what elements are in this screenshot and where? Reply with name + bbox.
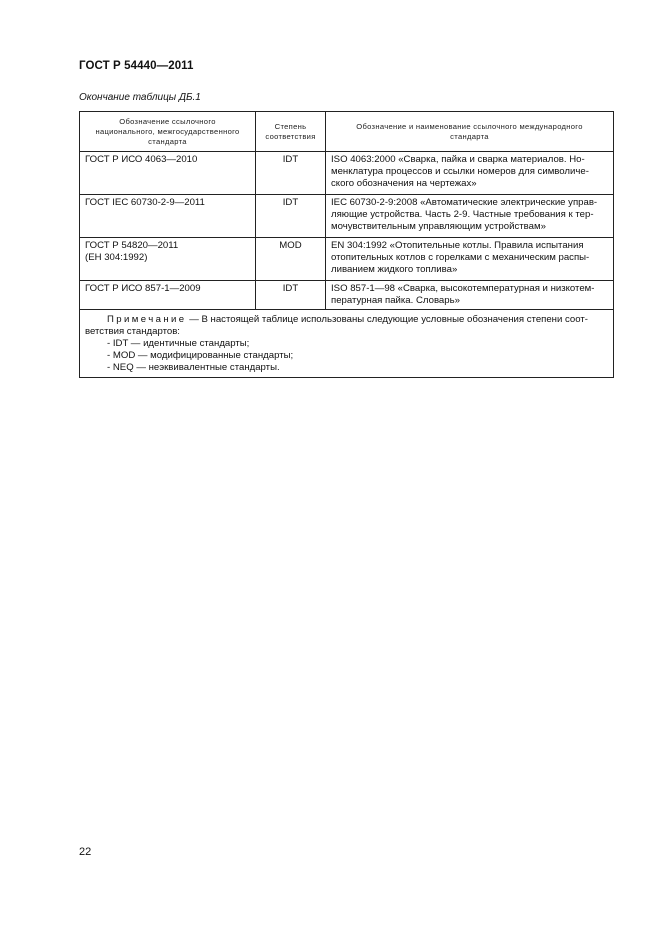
note-item: - NEQ — неэквивалентные стандарты. (107, 362, 280, 373)
international-standard-cell: EN 304:1992 «Отопительные котлы. Правила испытания отопительных котлов с горелками с механическим распы- ливанием жидкого топлива» (326, 238, 614, 281)
national-standard-cell: ГОСТ Р ИСО 857-1—2009 (80, 281, 256, 310)
header-degree: Степень соответствия (256, 112, 326, 152)
table-row (80, 238, 614, 281)
national-standard-cell: ГОСТ IEC 60730-2-9—2011 (80, 195, 256, 238)
note-label: Примечание (107, 314, 187, 325)
international-standard-cell: IEC 60730-2-9:2008 «Автоматические электрические управ- ляющие устройства. Часть 2-9. Частные требования к тер- мочувствительным управляющим устройствам» (326, 195, 614, 238)
table-header-row (80, 112, 614, 152)
table-row (80, 195, 614, 238)
header-national-standard: Обозначение ссылочного национального, межгосударственного стандарта (80, 112, 256, 152)
page-number: 22 (79, 846, 92, 858)
degree-cell: IDT (256, 195, 326, 238)
document-title: ГОСТ Р 54440—2011 (79, 60, 194, 72)
reference-standards-table (79, 111, 614, 378)
table-caption: Окончание таблицы ДБ.1 (79, 92, 201, 103)
note-item: - MOD — модифицированные стандарты; (107, 350, 294, 361)
table-note-row (80, 310, 614, 378)
note-item: - IDT — идентичные стандарты; (107, 338, 250, 349)
note-text: — В настоящей таблице использованы следующие условные обозначения степени соот- (186, 314, 588, 325)
note-first-line (85, 314, 608, 326)
national-standard-cell: ГОСТ Р 54820—2011 (ЕН 304:1992) (80, 238, 256, 281)
header-international-standard: Обозначение и наименование ссылочного международного стандарта (326, 112, 614, 152)
table-row (80, 152, 614, 195)
national-standard-cell: ГОСТ Р ИСО 4063—2010 (80, 152, 256, 195)
degree-cell: MOD (256, 238, 326, 281)
note-second-line: ветствия стандартов: (85, 326, 180, 337)
degree-cell: IDT (256, 152, 326, 195)
table-row (80, 281, 614, 310)
table-note (80, 310, 614, 378)
international-standard-cell: ISO 4063:2000 «Сварка, пайка и сварка материалов. Но- менклатура процессов и ссылки номеров для символиче- ского обозначения на чертежах» (326, 152, 614, 195)
degree-cell: IDT (256, 281, 326, 310)
international-standard-cell: ISO 857-1—98 «Сварка, высокотемпературная и низкотем- пературная пайка. Словарь» (326, 281, 614, 310)
